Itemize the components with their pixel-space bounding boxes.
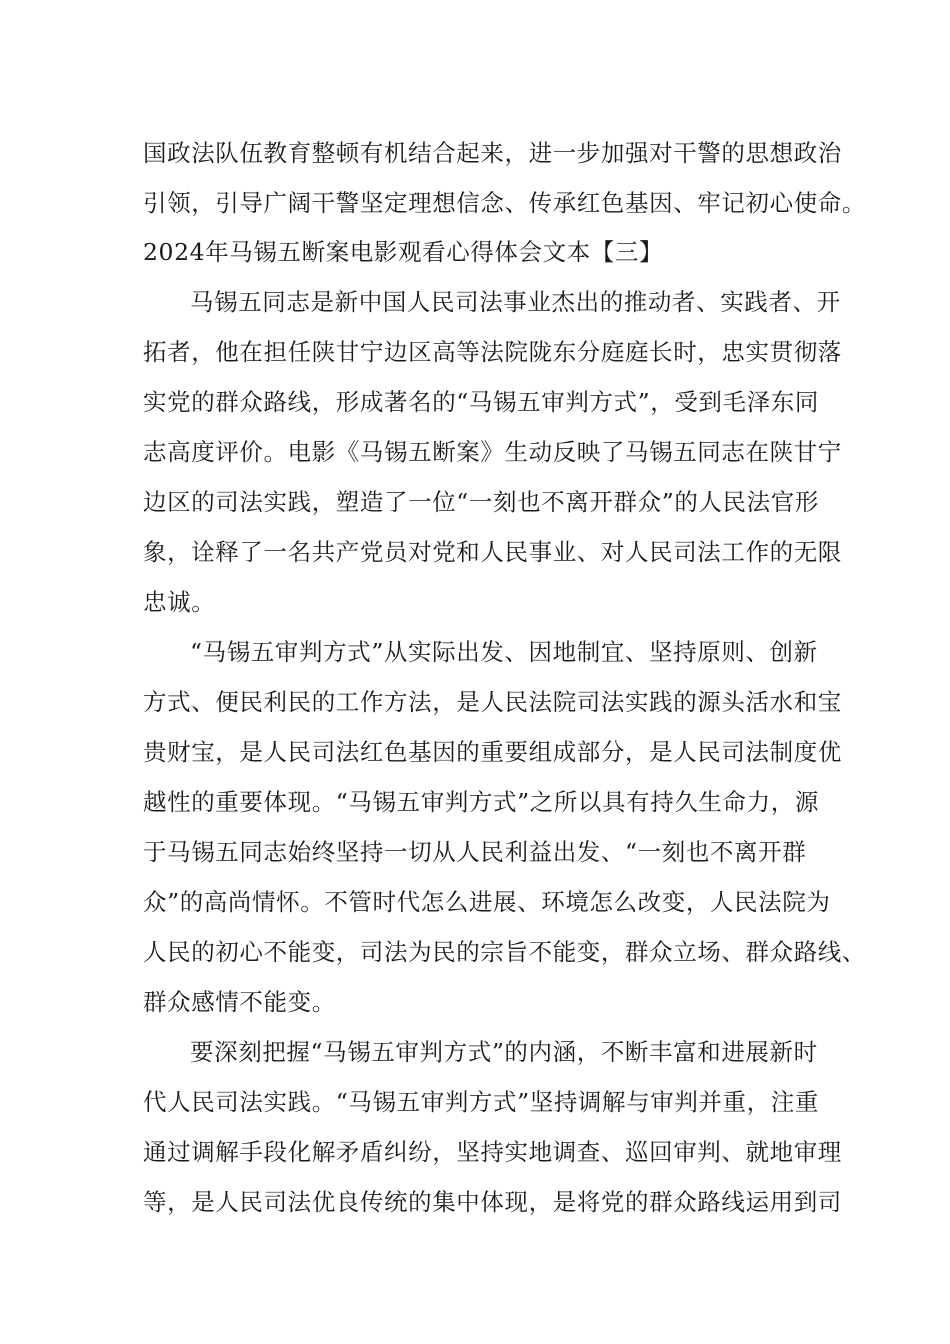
text-line: 象，诠释了一名共产党员对党和人民事业、对人民司法工作的无限 xyxy=(143,538,842,566)
text-line: 实党的群众路线，形成著名的“马锡五审判方式”，受到毛泽东同 xyxy=(143,388,819,416)
paragraph-start: “马锡五审判方式”从实际出发、因地制宜、坚持原则、创新 xyxy=(190,638,818,666)
text-line: 贵财宝，是人民司法红色基因的重要组成部分，是人民司法制度优 xyxy=(143,738,842,766)
text-line: 方式、便民利民的工作方法，是人民法院司法实践的源头活水和宝 xyxy=(143,688,842,716)
paragraph-start: 马锡五同志是新中国人民司法事业杰出的推动者、实践者、开 xyxy=(190,288,841,316)
text-line: 忠诚。 xyxy=(143,588,216,616)
text-line: 众”的高尚情怀。不管时代怎么进展、环境怎么改变，人民法院为 xyxy=(143,888,831,916)
text-line: 边区的司法实践，塑造了一位“一刻也不离开群众”的人民法官形 xyxy=(143,488,819,516)
text-line: 人民的初心不能变，司法为民的宗旨不能变，群众立场、群众路线、 xyxy=(143,938,866,966)
text-line: 代人民司法实践。“马锡五审判方式”坚持调解与审判并重，注重 xyxy=(143,1088,819,1116)
text-line: 于马锡五同志始终坚持一切从人民利益出发、“一刻也不离开群 xyxy=(143,838,807,866)
text-line: 群众感情不能变。 xyxy=(143,988,336,1016)
text-line: 引领，引导广阔干警坚定理想信念、传承红色基因、牢记初心使命。 xyxy=(143,189,866,217)
text-line: 志高度评价。电影《马锡五断案》生动反映了马锡五同志在陕甘宁 xyxy=(143,438,842,466)
text-line: 通过调解手段化解矛盾纠纷，坚持实地调查、巡回审判、就地审理 xyxy=(143,1138,842,1166)
text-line: 拓者，他在担任陕甘宁边区高等法院陇东分庭庭长时，忠实贯彻落 xyxy=(143,338,842,366)
paragraph-start: 要深刻把握“马锡五审判方式”的内涵，不断丰富和进展新时 xyxy=(190,1038,818,1066)
text-line: 越性的重要体现。“马锡五审判方式”之所以具有持久生命力，源 xyxy=(143,788,819,816)
text-line: 等，是人民司法优良传统的集中体现，是将党的群众路线运用到司 xyxy=(143,1188,842,1216)
section-heading: 2024年马锡五断案电影观看心得体会文本【三】 xyxy=(143,238,664,266)
text-line: 国政法队伍教育整顿有机结合起来，进一步加强对干警的思想政治 xyxy=(143,139,842,167)
